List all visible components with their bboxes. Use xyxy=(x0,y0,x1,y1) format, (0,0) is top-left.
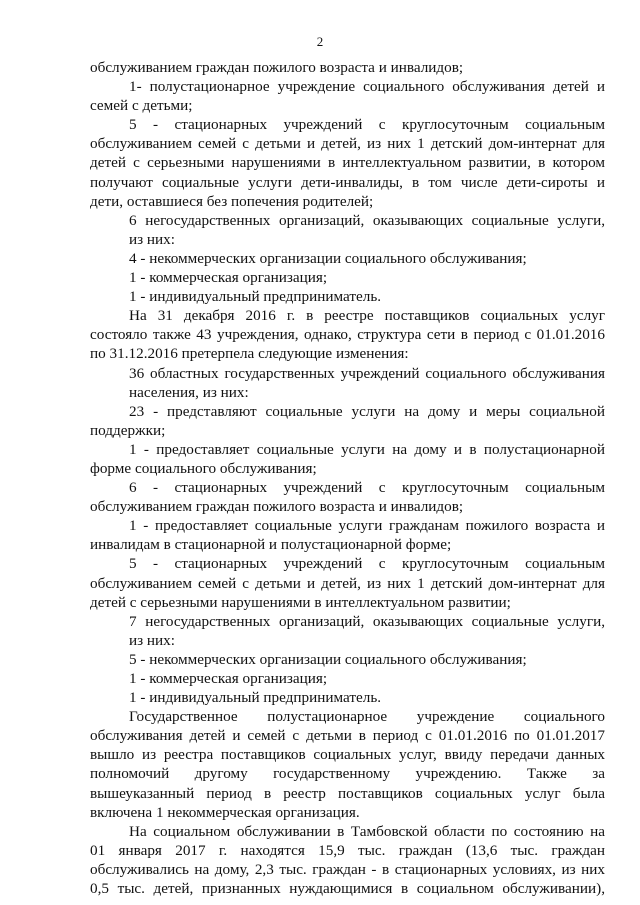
text-line: обслуживанием семей с детьми и детей, из них 1 детский дом-интернат для xyxy=(90,574,605,592)
text-line: Государственное полустационарное учреждение социального xyxy=(129,708,605,726)
text-line: 1 - коммерческая организация; xyxy=(129,269,328,287)
text-line: форме социального обслуживания; xyxy=(90,459,317,477)
text-line: 1 - индивидуальный предприниматель. xyxy=(129,288,382,306)
text-line: 5 - стационарных учреждений с круглосуточным социальным xyxy=(129,555,605,573)
text-line: 36 областных государственных учреждений социального обслуживания xyxy=(129,364,605,382)
text-line: обслуживанием семей с детьми и детей, из них 1 детский дом-интернат для xyxy=(90,135,605,153)
text-line: 1 - предоставляет социальные услуги на дому и в полустационарной xyxy=(129,440,605,458)
text-line: вышло из реестра поставщиков социальных услуг, ввиду передачи данных xyxy=(90,746,605,764)
text-line: На 31 декабря 2016 г. в реестре поставщиков социальных услуг xyxy=(129,307,605,325)
text-line: из них: xyxy=(129,631,175,649)
text-line: 5 - некоммерческих организации социального обслуживания; xyxy=(129,650,527,668)
text-line: На социальном обслуживании в Тамбовской области по состоянию на xyxy=(129,822,605,840)
text-line: из них: xyxy=(129,230,175,248)
text-line: 01 января 2017 г. находятся 15,9 тыс. граждан (13,6 тыс. граждан xyxy=(90,841,605,859)
text-line: дети, оставшиеся без попечения родителей; xyxy=(90,192,374,210)
text-line: 7 негосударственных организаций, оказывающих социальные услуги, xyxy=(129,612,605,630)
text-line: семей с детьми; xyxy=(90,97,193,115)
text-line: 1- полустационарное учреждение социального обслуживания детей и xyxy=(129,78,605,96)
document-body xyxy=(90,58,605,898)
text-line: населения, из них: xyxy=(129,383,249,401)
text-line: 1 - коммерческая организация; xyxy=(129,670,328,687)
text-line: по 31.12.2016 претерпела следующие изменения: xyxy=(90,345,409,363)
text-line: обслуживанием граждан пожилого возраста и инвалидов; xyxy=(90,59,464,76)
text-line: 6 - стационарных учреждений с круглосуточным социальным xyxy=(129,479,605,497)
text-line: получают социальные услуги дети-инвалиды, в том числе дети-сироты и xyxy=(90,173,605,191)
text-line: 5 - стационарных учреждений с круглосуточным социальным xyxy=(129,116,605,134)
text-line: обслуживались на дому, 2,3 тыс. граждан - в стационарных условиях, из них xyxy=(90,860,605,878)
text-line: 4 - некоммерческих организации социального обслуживания; xyxy=(129,249,527,267)
text-line: вышеуказанный период в реестр поставщиков социальных услуг была xyxy=(90,784,605,802)
text-line: обслуживания детей и семей с детьми в период с 01.01.2016 по 01.01.2017 xyxy=(90,727,605,745)
page-number: 2 xyxy=(316,34,324,49)
text-line: инвалидам в стационарной и полустационарной форме; xyxy=(90,536,452,554)
text-line: 0,5 тыс. детей, признанных нуждающимися в социальном обслуживании), xyxy=(90,880,605,898)
text-line: 1 - предоставляет социальные услуги гражданам пожилого возраста и xyxy=(129,517,605,535)
text-line: включена 1 некоммерческая организация. xyxy=(90,803,360,821)
text-line: состояло также 43 учреждения, однако, структура сети в период с 01.01.2016 xyxy=(90,326,605,344)
text-line: детей с серьезными нарушениями в интеллектуальном развитии; xyxy=(90,593,511,611)
text-line: обслуживанием граждан пожилого возраста и инвалидов; xyxy=(90,498,464,516)
text-line: детей с серьезными нарушениями в интеллектуальном развитии, в котором xyxy=(90,154,605,172)
text-line: полномочий другому государственному учреждению. Также за xyxy=(90,765,605,783)
text-line: 1 - индивидуальный предприниматель. xyxy=(129,689,382,707)
text-line: поддержки; xyxy=(90,421,166,439)
text-line: 23 - представляют социальные услуги на дому и меры социальной xyxy=(129,402,605,420)
text-line: 6 негосударственных организаций, оказывающих социальные услуги, xyxy=(129,211,605,229)
